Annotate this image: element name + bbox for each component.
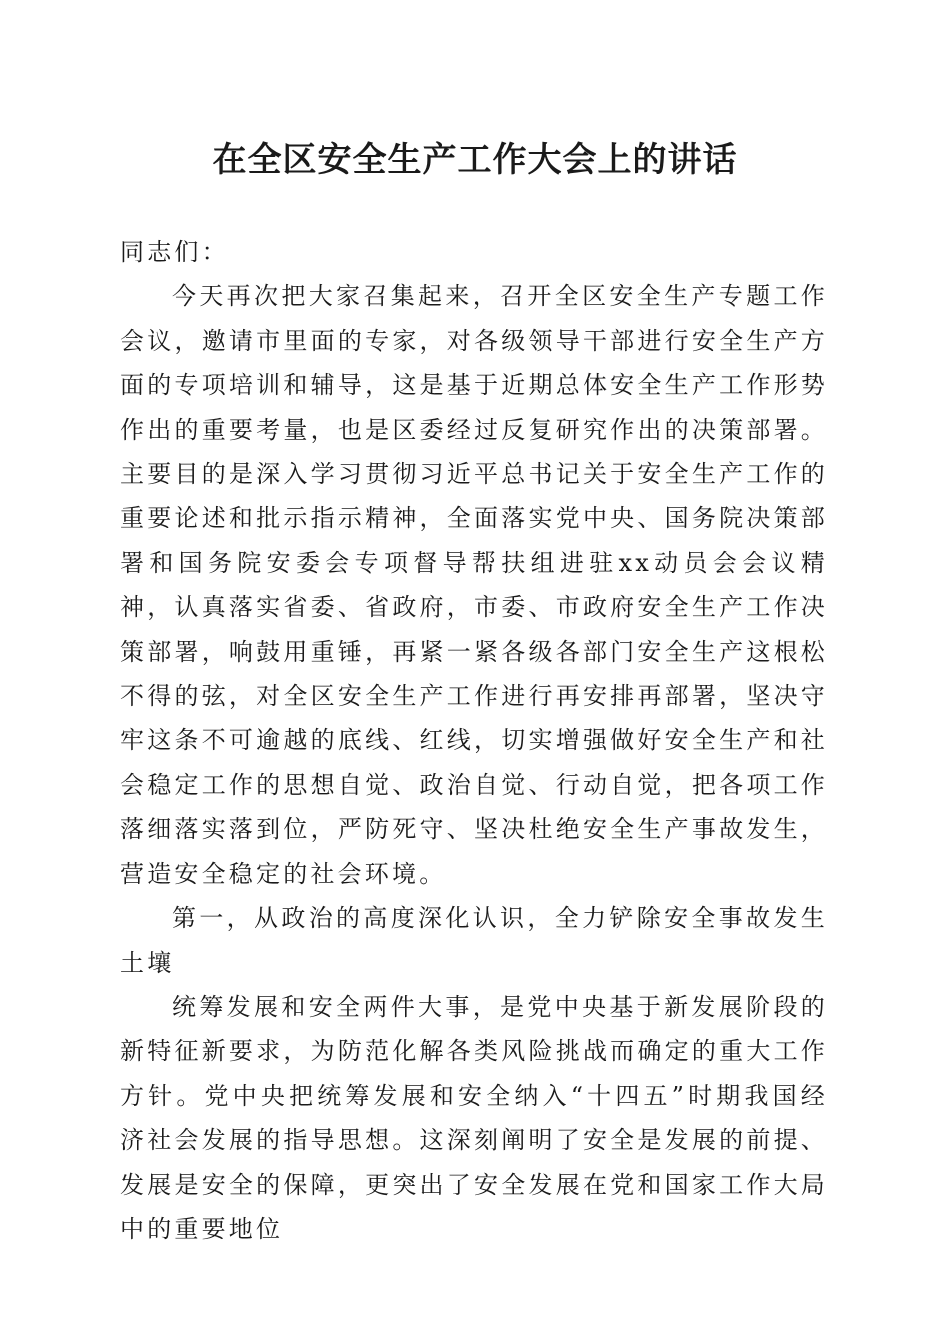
section-heading-first: 第一，从政治的高度深化认识，全力铲除安全事故发生土壤 <box>120 904 828 977</box>
salutation: 同志们： <box>120 238 229 266</box>
document-title: 在全区安全生产工作大会上的讲话 <box>212 140 738 180</box>
paragraph-intro: 今天再次把大家召集起来，召开全区安全生产专题工作会议，邀请市里面的专家，对各级领导干部进行安全生产方面的专项培训和辅导，这是基于近期总体安全生产工作形势作出的重要考量，也是区委经过反复研究作出的决策部署。主要目的是深入学习贯彻习近平总书记关于安全生产工作的重要论述和批示指示精神，全面落实党中央、国务院决策部署和国务院安委会专项督导帮扶组进驻xx动员会会议精神，认真落实省委、省政府，市委、市政府安全生产工作决策部署，响鼓用重锤，再紧一紧各级各部门安全生产这根松不得的弦，对全区安全生产工作进行再安排再部署，坚决守牢这条不可逾越的底线、红线，切实增强做好安全生产和社会稳定工作的思想自觉、政治自觉、行动自觉，把各项工作落细落实落到位，严防死守、坚决杜绝安全生产事故发生，营造安全稳定的社会环境。 <box>120 282 828 888</box>
document-body <box>120 230 828 1251</box>
paragraph-section-one: 统筹发展和安全两件大事，是党中央基于新发展阶段的新特征新要求，为防范化解各类风险挑战而确定的重大工作方针。党中央把统筹发展和安全纳入“十四五”时期我国经济社会发展的指导思想。这深刻阐明了安全是发展的前提、发展是安全的保障，更突出了安全发展在党和国家工作大局中的重要地位 <box>120 992 828 1243</box>
